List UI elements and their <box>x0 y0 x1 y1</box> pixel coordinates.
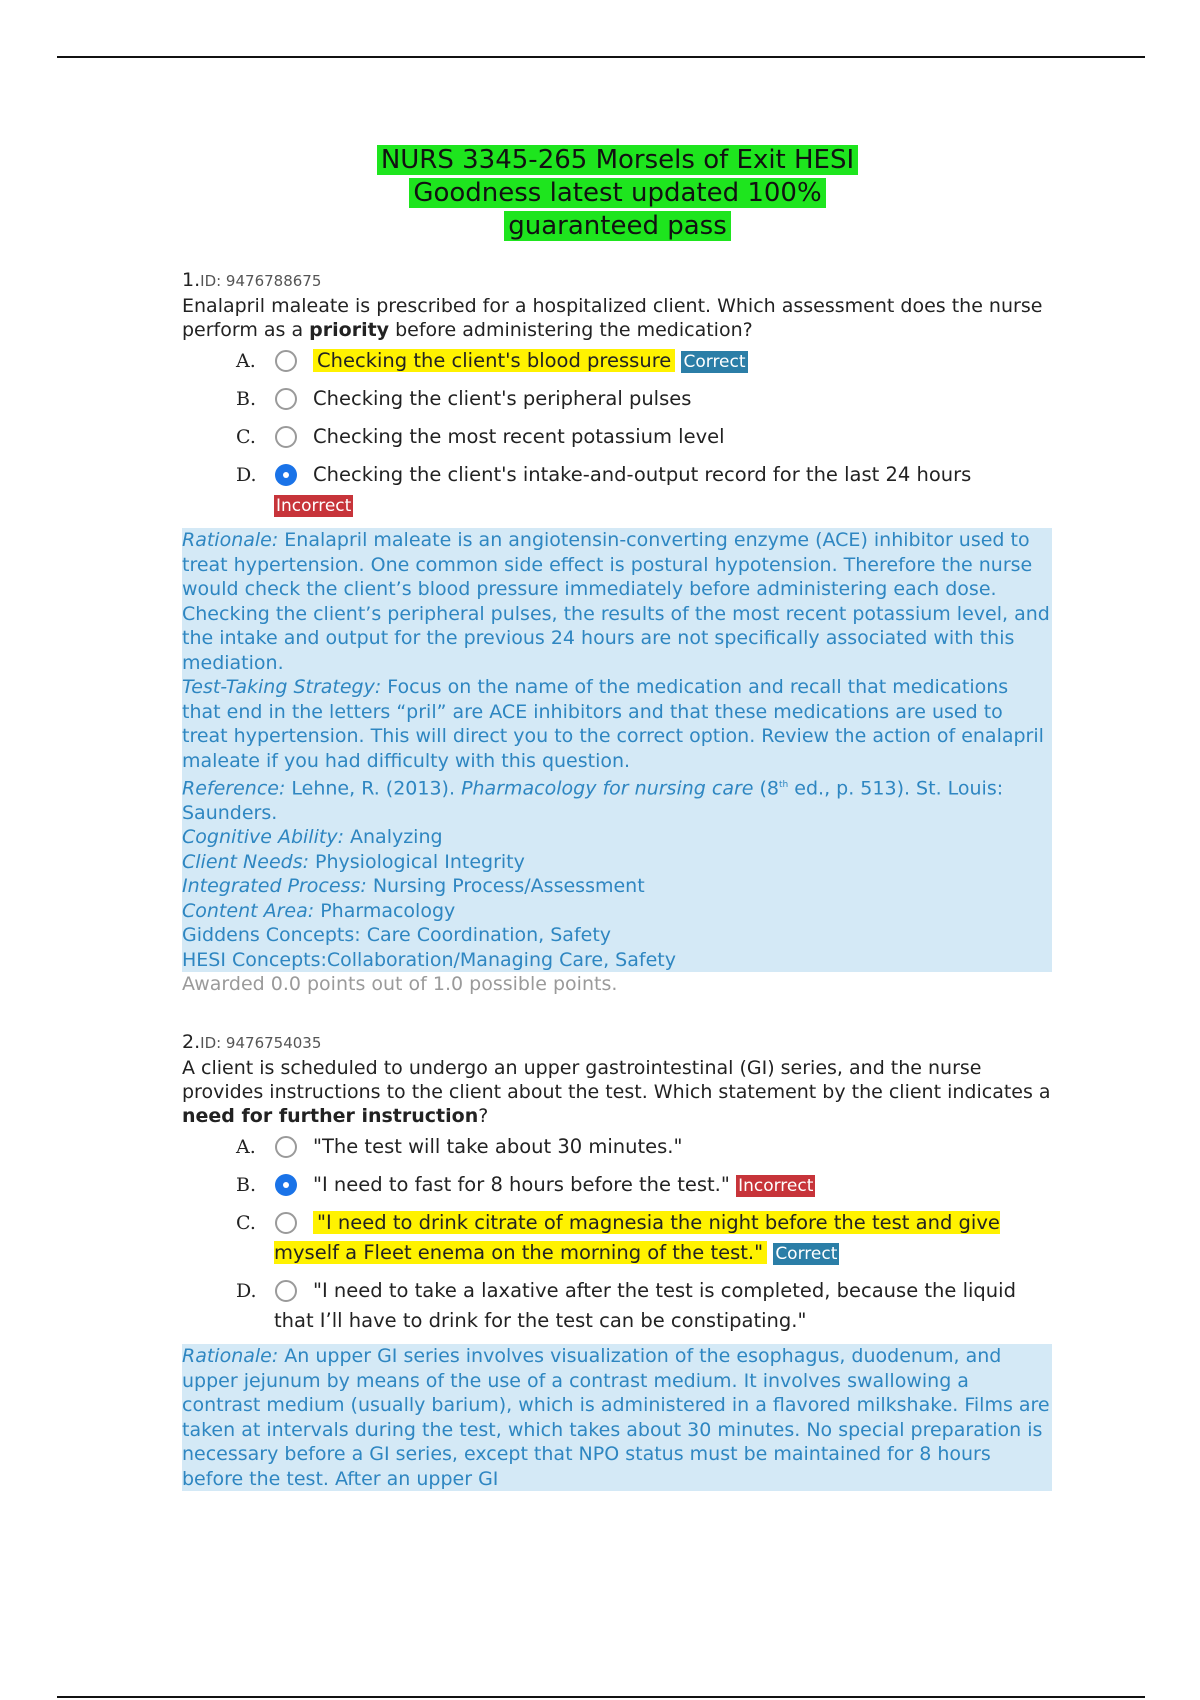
rationale-label: Rationale: <box>182 529 279 551</box>
option-text: Checking the most recent potassium level <box>313 425 725 448</box>
rationale-box <box>182 528 1052 972</box>
client-needs-label: Client Needs: <box>182 850 309 873</box>
question-emphasis: priority <box>309 319 390 341</box>
correct-badge: Correct <box>683 352 746 372</box>
rationale-box <box>182 1344 1052 1491</box>
question-header <box>182 1030 1052 1055</box>
reference-text: ed., p. 513). St. Louis: Saunders. <box>182 777 1004 824</box>
option-text: Checking the client's peripheral pulses <box>313 387 692 410</box>
title-line-1: NURS 3345-265 Morsels of Exit HESI <box>377 145 858 175</box>
page-title <box>0 144 1200 243</box>
option-d[interactable] <box>182 1276 1052 1336</box>
question-text-part: A client is scheduled to undergo an upper gastrointestinal (GI) series, and the nurse provides instructions to the client about the test. Which statement by the client indicates a <box>182 1057 1051 1104</box>
option-text: "I need to take a laxative after the test is completed, because the liquid that I’ll have to drink for the test can be constipating." <box>274 1279 1016 1333</box>
radio-button[interactable] <box>275 388 297 410</box>
question-emphasis: need for further instruction <box>182 1105 479 1128</box>
question-id: ID: 9476788675 <box>200 272 322 290</box>
question-header <box>182 268 1052 293</box>
option-d[interactable] <box>182 460 1052 520</box>
top-rule <box>57 56 1145 58</box>
option-letter: C. <box>236 426 256 448</box>
reference-text: (8 <box>753 777 780 800</box>
question-text-part: Enalapril maleate is prescribed for a hospitalized client. Which assessment does the nurse perform as a <box>182 295 1043 341</box>
option-text: "I need to drink citrate of magnesia the night before the test and give myself a Fleet enema on the morning of the test." <box>274 1211 1000 1265</box>
option-letter: D. <box>236 464 257 486</box>
content-area-label: Content Area: <box>182 899 315 922</box>
answer-options <box>182 1132 1052 1336</box>
option-text: Checking the client's intake-and-output record for the last 24 hours <box>313 463 972 486</box>
reference-book-title: Pharmacology for nursing care <box>461 777 754 800</box>
cognitive-text: Analyzing <box>343 826 443 849</box>
option-letter: D. <box>236 1280 257 1303</box>
question-1 <box>182 268 1052 996</box>
option-c[interactable] <box>182 1208 1052 1268</box>
question-number: 1. <box>182 269 201 291</box>
incorrect-badge: Incorrect <box>276 496 352 516</box>
reference-superscript: th <box>779 780 789 790</box>
strategy-text: Focus on the name of the medication and recall that medications that end in the letters “pril” are ACE inhibitors and that these medications are used to treat hypertension. This will direct you to the correct option. Review the action of enalapril maleate if you had difficulty with this question. <box>182 676 1044 772</box>
option-letter: B. <box>236 388 257 410</box>
reference-text: Lehne, R. (2013). <box>285 777 462 800</box>
question-id: ID: 9476754035 <box>200 1034 322 1053</box>
option-text: Checking the client's blood pressure <box>313 349 675 372</box>
bottom-rule <box>57 1696 1145 1698</box>
reference-label: Reference: <box>182 777 286 800</box>
title-line-2: Goodness latest updated 100% <box>409 178 825 208</box>
question-text <box>182 294 1052 342</box>
process-text: Nursing Process/Assessment <box>366 875 645 898</box>
radio-button[interactable] <box>275 426 297 448</box>
option-text: "The test will take about 30 minutes." <box>313 1135 683 1159</box>
option-b[interactable] <box>182 1170 1052 1200</box>
title-line-3: guaranteed pass <box>504 211 731 241</box>
option-letter: C. <box>236 1212 256 1235</box>
question-text-part: before administering the medication? <box>389 319 753 341</box>
option-a[interactable] <box>182 346 1052 376</box>
option-a[interactable] <box>182 1132 1052 1162</box>
giddens-concepts: Giddens Concepts: Care Coordination, Safety <box>182 924 612 947</box>
cognitive-label: Cognitive Ability: <box>182 826 344 849</box>
question-number: 2. <box>182 1031 201 1054</box>
option-b[interactable] <box>182 384 1052 414</box>
content-area-text: Pharmacology <box>314 899 456 922</box>
incorrect-badge: Incorrect <box>738 1176 814 1197</box>
option-letter: B. <box>236 1174 257 1197</box>
client-needs-text: Physiological Integrity <box>309 850 525 873</box>
answer-options <box>182 346 1052 520</box>
radio-button[interactable] <box>275 350 297 372</box>
option-letter: A. <box>236 350 256 372</box>
process-label: Integrated Process: <box>182 875 367 898</box>
rationale-label: Rationale: <box>182 1345 279 1368</box>
awarded-points: Awarded 0.0 points out of 1.0 possible points. <box>182 973 618 996</box>
radio-button-selected[interactable] <box>275 464 297 486</box>
correct-badge: Correct <box>775 1244 838 1265</box>
question-2 <box>182 1030 1052 1491</box>
question-text-part: ? <box>478 1105 489 1128</box>
option-c[interactable] <box>182 422 1052 452</box>
question-text <box>182 1056 1052 1128</box>
rationale-text: Enalapril maleate is an angiotensin-converting enzyme (ACE) inhibitor used to treat hypertension. One common side effect is postural hypotension. Therefore the nurse would check the client’s blood pressure immediately before administering each dose. Checking the client’s peripheral pulses, the results of the most recent potassium level, and the intake and output for the previous 24 hours are not specifically associated with this mediation. <box>182 529 1050 674</box>
option-letter: A. <box>236 1136 256 1159</box>
hesi-concepts: HESI Concepts:Collaboration/Managing Care, Safety <box>182 948 676 971</box>
strategy-label: Test-Taking Strategy: <box>182 676 382 698</box>
option-text: "I need to fast for 8 hours before the test." <box>313 1173 730 1197</box>
quiz-content <box>182 268 1052 1491</box>
rationale-text: An upper GI series involves visualization of the esophagus, duodenum, and upper jejunum by means of the use of a contrast medium. It involves swallowing a contrast medium (usually barium), which is administered in a flavored milkshake. Films are taken at intervals during the test, which takes about 30 minutes. No special preparation is necessary before a GI series, except that NPO status must be maintained for 8 hours before the test. After an upper GI <box>182 1345 1050 1490</box>
